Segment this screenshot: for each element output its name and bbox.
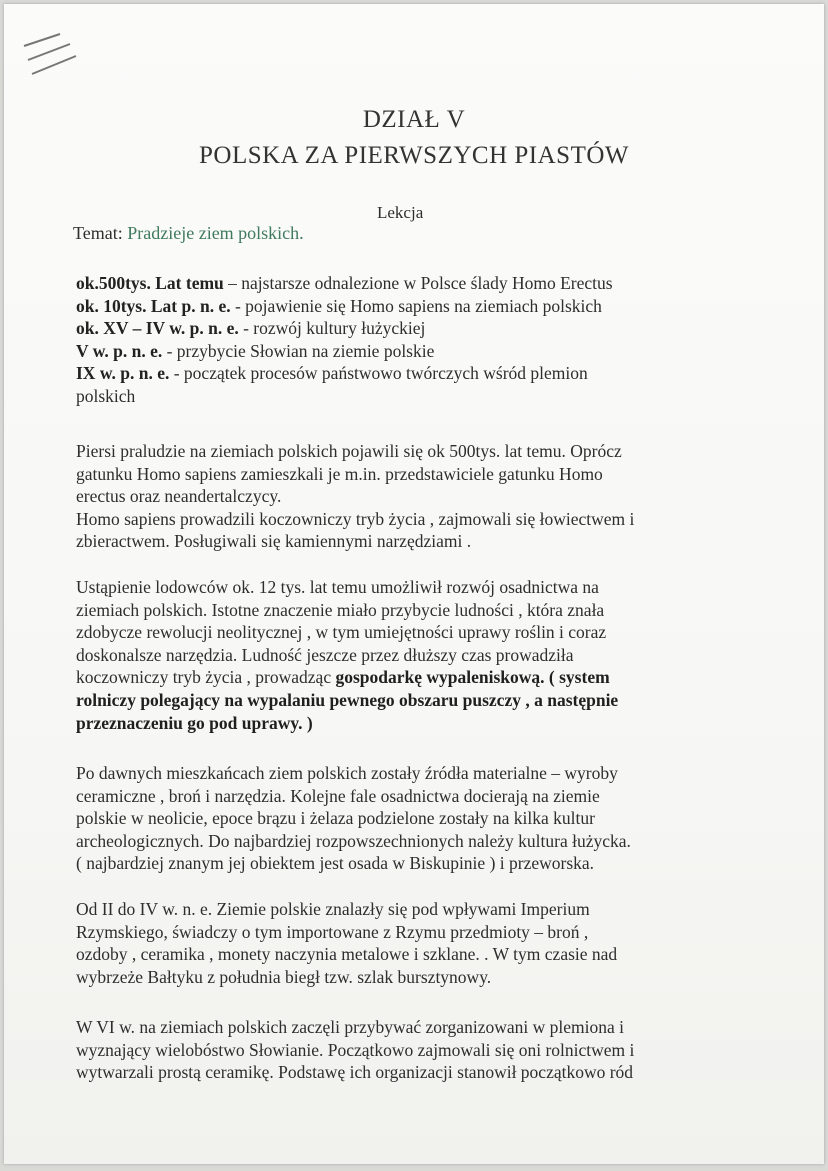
chronology-item: polskich (76, 385, 136, 406)
text-line: ozdoby , ceramika , monety naczynia metalowe i szklane. . W tym czasie nad (76, 944, 618, 965)
paragraph-early-humans (76, 440, 756, 553)
text-line: archeologicznych. Do najbardziej rozpowszechnionych należy kultura łużycka. (76, 830, 631, 851)
bold-line: przeznaczeniu go pod uprawy. ) (76, 712, 313, 733)
text-line: Rzymskiego, świadczy o tym importowane z Rzymu przedmioty – broń , (76, 921, 589, 942)
chronology-list (76, 272, 756, 408)
text-line: W VI w. na ziemiach polskich zaczęli przybywać zorganizowani w plemiona i (76, 1017, 624, 1037)
lesson-label: Lekcja (377, 203, 424, 222)
chronology-item: IX w. p. n. e. - początek procesów państwowo twórczych wśród plemion (76, 363, 588, 384)
paragraph-slavs (76, 1016, 756, 1084)
topic-label: Temat: (73, 223, 123, 243)
paragraph-roman-influence (76, 898, 756, 988)
text-line: wybrzeże Bałtyku z południa biegł tzw. szlak bursztynowy. (76, 966, 492, 987)
text-line: gatunku Homo sapiens zamieszkali je m.in. przedstawiciele gatunku Homo (76, 463, 603, 484)
topic-value: Pradzieje ziem polskich. (127, 223, 304, 243)
text-line: polskie w neolicie, epoce brązu i żelaza podzielone zostały na kilka kultur (76, 808, 595, 829)
text-line: zbieractwem. Posługiwali się kamiennymi narzędziami . (76, 531, 472, 552)
text-line: erectus oraz neandertalczycy. (76, 486, 282, 507)
text-line: wyznający wielobóstwo Słowianie. Początkowo zajmowali się oni rolnictwem i (76, 1039, 635, 1060)
bold-line: rolniczy polegający na wypalaniu pewnego obszaru puszczy , a następnie (76, 689, 619, 710)
text-line: Homo sapiens prowadzili koczowniczy tryb życia , zajmowali się łowiectwem i (76, 508, 635, 529)
chronology-item: ok. XV – IV w. p. n. e. - rozwój kultury łużyckiej (76, 318, 426, 339)
text-line: ceramiczne , broń i narzędzia. Kolejne fale osadnictwa docierają na ziemie (76, 785, 600, 806)
text-line: ( najbardziej znanym jej obiektem jest osada w Biskupinie ) i przeworska. (76, 853, 595, 874)
bold-term: gospodarkę wypaleniskową. ( system (335, 667, 610, 688)
text-line: Od II do IV w. n. e. Ziemie polskie znalazły się pod wpływami Imperium (76, 899, 590, 919)
text-line: zdobycze rewolucji neolitycznej , w tym umiejętności uprawy roślin i coraz (76, 622, 607, 643)
text-line: koczowniczy tryb życia , prowadząc gospodarkę wypaleniskową. ( system (76, 667, 610, 688)
text-line: Piersi praludzie na ziemiach polskich pojawili się ok 500tys. lat temu. Oprócz (76, 441, 622, 461)
section-heading: DZIAŁ V (362, 106, 466, 133)
pen-scribble-mark (18, 28, 82, 80)
text-line: wytwarzali prostą ceramikę. Podstawę ich organizacji stanowił początkowo ród (76, 1062, 634, 1083)
document-page (4, 4, 824, 1164)
chronology-item: ok.500tys. Lat temu – najstarsze odnalezione w Polsce ślady Homo Erectus (76, 273, 613, 293)
paragraph-glaciers (76, 576, 756, 734)
topic-line (73, 223, 304, 244)
text-line: ziemiach polskich. Istotne znaczenie miało przybycie ludności , która znała (76, 599, 605, 620)
chronology-item: V w. p. n. e. - przybycie Słowian na ziemie polskie (76, 340, 435, 361)
chronology-item: ok. 10tys. Lat p. n. e. - pojawienie się Homo sapiens na ziemiach polskich (76, 295, 602, 316)
text-line: Ustąpienie lodowców ok. 12 tys. lat temu umożliwił rozwój osadnictwa na (76, 577, 599, 597)
text-line: Po dawnych mieszkańcach ziem polskich zostały źródła materialne – wyroby (76, 763, 618, 783)
paragraph-cultures (76, 762, 756, 875)
text-line: doskonalsze narzędzia. Ludność jeszcze przez dłuższy czas prowadziła (76, 644, 574, 665)
chapter-title: POLSKA ZA PIERWSZYCH PIASTÓW (198, 142, 629, 169)
